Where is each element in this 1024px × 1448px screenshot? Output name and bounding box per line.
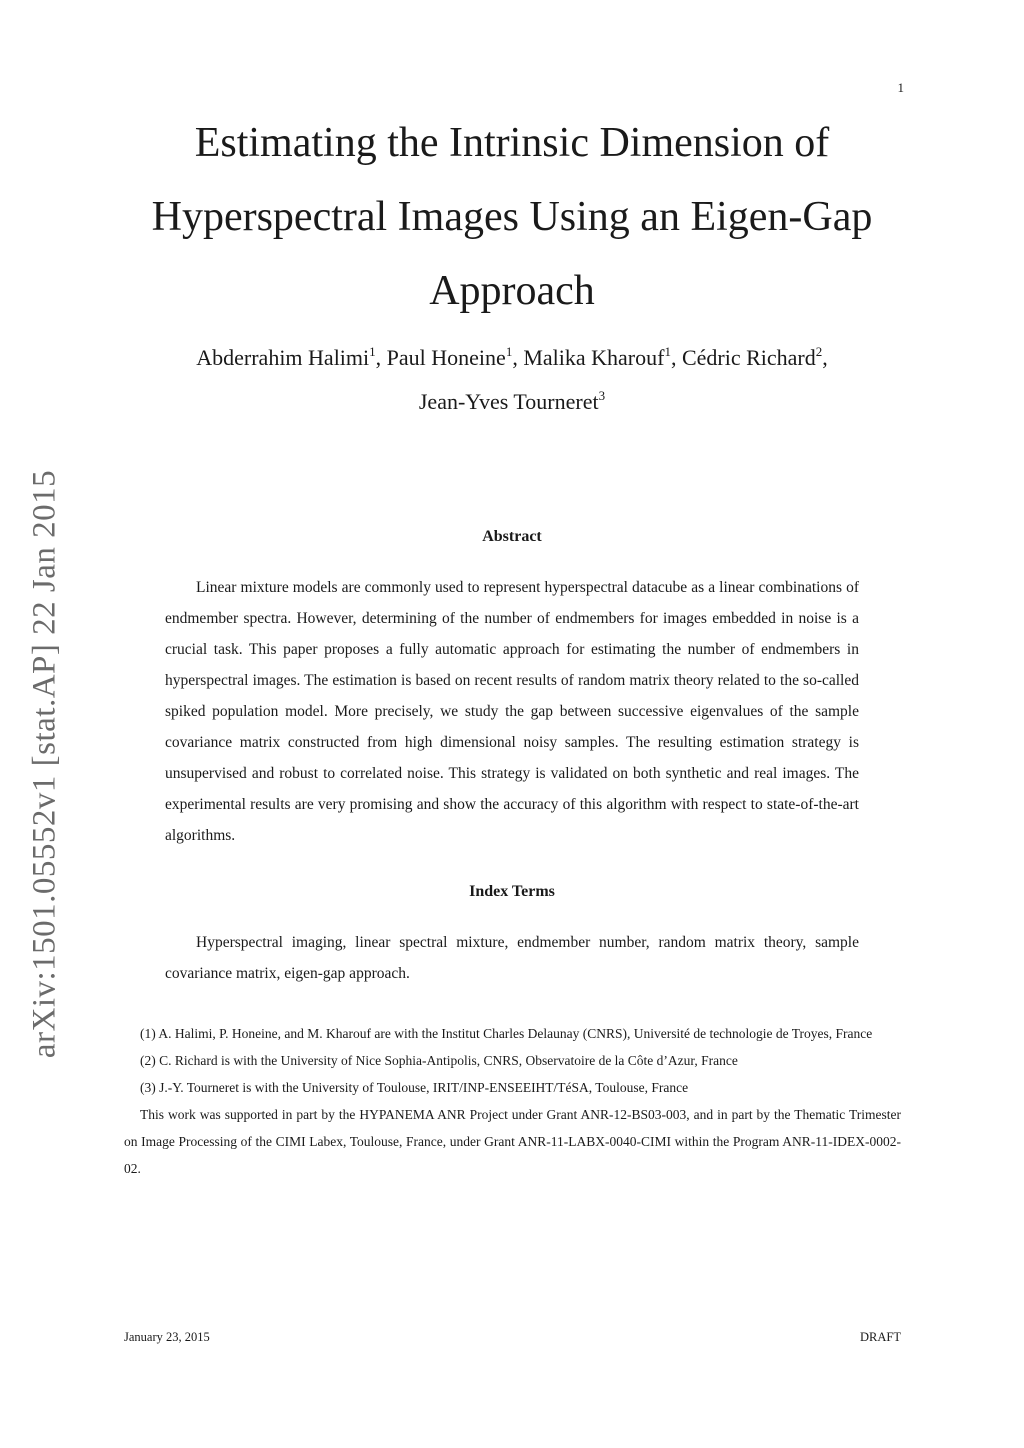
- footnote-affiliation-1: (1) A. Halimi, P. Honeine, and M. Kharouf are with the Institut Charles Delaunay (CNRS), Université de technologie de Troyes, France: [140, 1026, 873, 1041]
- title-line: Estimating the Intrinsic Dimension of: [194, 120, 830, 166]
- author-name: Malika Kharouf: [523, 345, 665, 370]
- author-name: Cédric Richard: [681, 345, 816, 370]
- index-terms-heading: Index Terms: [469, 883, 555, 900]
- affiliation-marker: 3: [598, 388, 606, 403]
- author-name: Paul Honeine: [386, 345, 506, 370]
- footnote-funding: This work was supported in part by the HYPANEMA ANR Project under Grant ANR-12-BS03-003, and in part by the Thematic Trimester on Image Processing of the CIMI Labex, Toulouse, France, under Grant ANR-11-LABX-0040-CIMI within the Program ANR-11-IDEX-0002-02.: [124, 1107, 901, 1176]
- footer-date: January 23, 2015: [124, 1330, 210, 1344]
- abstract-body: Linear mixture models are commonly used to represent hyperspectral datacube as a linear combinations of endmember spectra. However, determining of the number of endmembers for images embedded in noise is a crucial task. This paper proposes a fully automatic approach for estimating the number of endmembers in hyperspectral images. The estimation is based on recent results of random matrix theory related to the so-called spiked population model. More precisely, we study the gap between successive eigenvalues of the sample covariance matrix constructed from high dimensional noisy samples. The resulting estimation strategy is unsupervised and robust to correlated noise. This strategy is validated on both synthetic and real images. The experimental results are very promising and show the accuracy of this algorithm with respect to state-of-the-art algorithms.: [165, 579, 859, 844]
- author-separator: ,: [512, 345, 524, 370]
- author-separator: ,: [822, 345, 828, 370]
- arxiv-identifier-stamp: arXiv:1501.05552v1 [stat.AP] 22 Jan 2015: [26, 469, 63, 1059]
- index-terms-body: Hyperspectral imaging, linear spectral mixture, endmember number, random matrix theory, sample covariance matrix, eigen-gap approach.: [165, 934, 859, 982]
- author-separator: ,: [375, 345, 387, 370]
- paper-title: [112, 106, 912, 328]
- author-name: Jean-Yves Tourneret: [418, 389, 599, 414]
- footnotes: [124, 1020, 901, 1182]
- footer-draft-label: DRAFT: [860, 1330, 901, 1344]
- page-footer: [124, 1330, 901, 1345]
- affiliation-marker: 1: [664, 344, 671, 359]
- abstract-heading: Abstract: [482, 528, 542, 545]
- affiliation-marker: 2: [815, 344, 823, 359]
- footnote-affiliation-3: (3) J.-Y. Tourneret is with the University of Toulouse, IRIT/INP-ENSEEIHT/TéSA, Toulouse, France: [140, 1080, 689, 1095]
- title-line: Approach: [429, 268, 595, 314]
- footnote-affiliation-2: (2) C. Richard is with the University of Nice Sophia-Antipolis, CNRS, Observatoire de la Côte d’Azur, France: [140, 1053, 738, 1068]
- affiliation-marker: 1: [369, 344, 376, 359]
- author-line: [112, 380, 912, 424]
- title-line: Hyperspectral Images Using an Eigen-Gap: [151, 194, 873, 240]
- author-name: Abderrahim Halimi: [196, 345, 370, 370]
- affiliation-marker: 1: [505, 344, 513, 359]
- page-number: 1: [897, 80, 904, 95]
- author-list: [112, 336, 912, 424]
- author-line: [112, 336, 912, 380]
- author-separator: ,: [670, 345, 682, 370]
